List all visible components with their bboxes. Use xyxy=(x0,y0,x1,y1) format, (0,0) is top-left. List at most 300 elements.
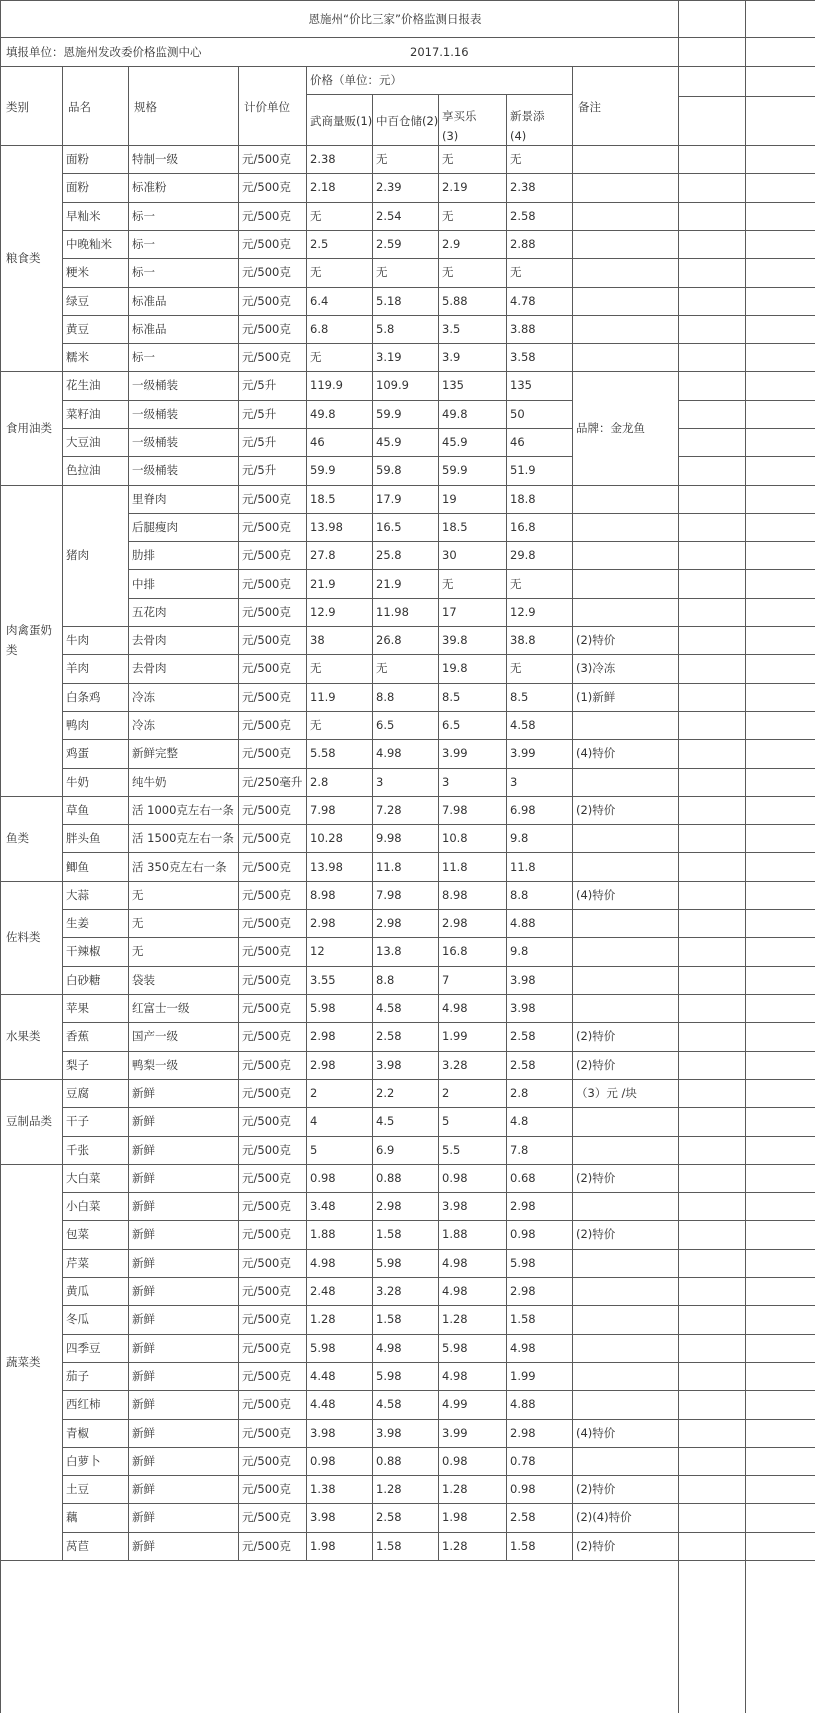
price-cell: 1.88 xyxy=(310,1227,336,1241)
item-unit: 元/500克 xyxy=(242,520,291,534)
price-cell: 6.98 xyxy=(510,803,536,817)
price-cell: 19 xyxy=(442,492,457,506)
grid-line xyxy=(678,824,815,825)
page-title: 恩施州“价比三家”价格监测日报表 xyxy=(308,12,482,26)
remark-cell: 品牌：金龙鱼 xyxy=(576,421,645,435)
grid-line xyxy=(306,485,307,797)
price-cell: 4.5 xyxy=(376,1114,395,1128)
item-unit: 元/500克 xyxy=(242,1341,291,1355)
grid-line xyxy=(62,683,679,684)
price-cell: 3.98 xyxy=(376,1426,402,1440)
grid-line xyxy=(372,796,373,882)
grid-line xyxy=(572,1079,573,1165)
price-cell: 11.98 xyxy=(376,605,409,619)
price-cell: 4.8 xyxy=(510,1114,529,1128)
item-spec: 新鲜完整 xyxy=(132,746,178,760)
grid-line xyxy=(62,1136,679,1137)
price-cell: 30 xyxy=(442,548,457,562)
price-cell: 8.98 xyxy=(442,888,468,902)
price-cell: 4.98 xyxy=(376,1341,402,1355)
grid-line xyxy=(62,1447,679,1448)
price-cell: 2.59 xyxy=(376,237,402,251)
item-name: 白萝卜 xyxy=(66,1454,101,1468)
price-cell: 2.58 xyxy=(376,1029,402,1043)
grid-line xyxy=(678,881,679,995)
price-cell: 2.54 xyxy=(376,209,402,223)
grid-line xyxy=(678,569,815,570)
grid-line xyxy=(506,1164,507,1561)
price-cell: 49.8 xyxy=(442,407,468,421)
item-name: 小白菜 xyxy=(66,1199,101,1213)
price-cell: 10.8 xyxy=(442,831,468,845)
item-name: 草鱼 xyxy=(66,803,89,817)
price-cell: 6.5 xyxy=(376,718,395,732)
price-cell: 17 xyxy=(442,605,457,619)
grid-line xyxy=(62,1079,63,1165)
grid-line xyxy=(678,1079,679,1165)
grid-line xyxy=(62,1305,679,1306)
item-spec: 新鲜 xyxy=(132,1312,155,1326)
price-cell: 无 xyxy=(376,152,388,166)
grid-line xyxy=(62,371,63,486)
price-cell: 1.58 xyxy=(510,1312,536,1326)
item-spec: 去骨肉 xyxy=(132,633,167,647)
price-cell: 18.5 xyxy=(442,520,468,534)
price-cell: 3.98 xyxy=(510,1001,536,1015)
grid-line xyxy=(678,739,815,740)
header-store-4: 新景添 (4) xyxy=(510,109,545,143)
price-cell: 4.98 xyxy=(442,1284,468,1298)
grid-line xyxy=(62,202,679,203)
item-spec: 肋排 xyxy=(132,548,155,562)
price-cell: 0.78 xyxy=(510,1454,536,1468)
price-cell: 3.5 xyxy=(442,322,461,336)
grid-line xyxy=(678,485,679,797)
grid-line xyxy=(678,654,815,655)
item-name: 干辣椒 xyxy=(66,944,101,958)
item-name: 土豆 xyxy=(66,1482,89,1496)
price-cell: 49.8 xyxy=(310,407,336,421)
grid-line xyxy=(678,1220,815,1221)
remark-cell: (3)冷冻 xyxy=(576,661,616,675)
item-spec: 新鲜 xyxy=(132,1256,155,1270)
item-spec: 新鲜 xyxy=(132,1171,155,1185)
price-cell: 0.68 xyxy=(510,1171,536,1185)
price-cell: 3.9 xyxy=(442,350,461,364)
price-cell: 5.98 xyxy=(310,1001,336,1015)
grid-line xyxy=(128,796,129,882)
remark-cell: (2)特价 xyxy=(576,1058,616,1072)
item-name: 大白菜 xyxy=(66,1171,101,1185)
remark-cell: (2)特价 xyxy=(576,803,616,817)
price-cell: 4.58 xyxy=(510,718,536,732)
item-name: 鲫鱼 xyxy=(66,860,89,874)
price-cell: 4.99 xyxy=(442,1397,468,1411)
grid-line xyxy=(128,881,129,995)
grid-line xyxy=(678,1305,815,1306)
remark-cell: (2)(4)特价 xyxy=(576,1510,632,1524)
grid-line xyxy=(62,315,679,316)
item-spec: 国产一级 xyxy=(132,1029,178,1043)
grid-line xyxy=(306,66,307,146)
grid-line xyxy=(0,881,815,882)
grid-line xyxy=(678,1136,815,1137)
price-cell: 3.88 xyxy=(510,322,536,336)
item-unit: 元/500克 xyxy=(242,661,291,675)
price-cell: 5.5 xyxy=(442,1143,461,1157)
grid-line xyxy=(372,994,373,1080)
price-cell: 5.98 xyxy=(376,1369,402,1383)
item-name: 豆腐 xyxy=(66,1086,89,1100)
price-cell: 7.98 xyxy=(376,888,402,902)
grid-line xyxy=(62,1277,679,1278)
grid-line xyxy=(62,1390,679,1391)
item-name: 面粉 xyxy=(66,152,89,166)
grid-line xyxy=(572,1164,573,1561)
category-label: 蔬菜类 xyxy=(6,1355,41,1369)
grid-line xyxy=(62,1362,679,1363)
price-cell: 3 xyxy=(442,775,450,789)
grid-line xyxy=(678,400,815,401)
price-cell: 5.88 xyxy=(442,294,468,308)
grid-line xyxy=(678,1532,815,1533)
price-cell: 6.8 xyxy=(310,322,329,336)
grid-line xyxy=(678,371,679,486)
item-spec: 标准品 xyxy=(132,294,167,308)
grid-line xyxy=(438,1164,439,1561)
price-cell: 16.8 xyxy=(442,944,468,958)
grid-line xyxy=(62,1334,679,1335)
grid-line xyxy=(128,598,679,599)
grid-line xyxy=(678,230,815,231)
price-cell: 3 xyxy=(376,775,384,789)
price-cell: 13.8 xyxy=(376,944,402,958)
item-spec: 五花肉 xyxy=(132,605,167,619)
price-cell: 3.28 xyxy=(442,1058,468,1072)
item-unit: 元/500克 xyxy=(242,1284,291,1298)
grid-line xyxy=(678,66,679,146)
price-cell: 1.99 xyxy=(442,1029,468,1043)
item-spec: 一级桶装 xyxy=(132,463,178,477)
grid-line xyxy=(0,1079,815,1080)
price-cell: 无 xyxy=(510,661,522,675)
item-name: 四季豆 xyxy=(66,1341,101,1355)
price-cell: 8.8 xyxy=(376,690,395,704)
header-store-3: 享买乐 (3) xyxy=(442,109,477,143)
grid-line xyxy=(678,966,815,967)
price-cell: 1.58 xyxy=(376,1227,402,1241)
item-spec: 中排 xyxy=(132,577,155,591)
price-cell: 1.28 xyxy=(310,1312,336,1326)
grid-line xyxy=(128,1079,129,1165)
item-name: 白条鸡 xyxy=(66,690,101,704)
price-cell: 4.88 xyxy=(510,916,536,930)
price-cell: 0.88 xyxy=(376,1454,402,1468)
item-unit: 元/500克 xyxy=(242,152,291,166)
item-unit: 元/500克 xyxy=(242,1510,291,1524)
price-cell: 5.98 xyxy=(310,1341,336,1355)
grid-line xyxy=(572,994,573,1080)
grid-line xyxy=(128,541,679,542)
item-name: 生姜 xyxy=(66,916,89,930)
grid-line xyxy=(62,909,679,910)
item-unit: 元/5升 xyxy=(242,378,277,392)
price-cell: 1.58 xyxy=(376,1312,402,1326)
price-cell: 4.98 xyxy=(442,1001,468,1015)
grid-line xyxy=(62,796,63,882)
price-cell: 1.58 xyxy=(510,1539,536,1553)
item-name: 藕 xyxy=(66,1510,78,1524)
item-unit: 元/500克 xyxy=(242,1426,291,1440)
price-cell: 16.8 xyxy=(510,520,536,534)
price-cell: 11.8 xyxy=(442,860,468,874)
item-unit: 元/500克 xyxy=(242,718,291,732)
price-cell: 18.8 xyxy=(510,492,536,506)
item-unit: 元/5升 xyxy=(242,407,277,421)
grid-line xyxy=(678,1277,815,1278)
grid-line xyxy=(678,1164,679,1561)
category-label: 肉禽蛋奶 类 xyxy=(6,623,52,657)
price-cell: 2.98 xyxy=(510,1426,536,1440)
item-unit: 元/500克 xyxy=(242,209,291,223)
grid-line xyxy=(62,1532,679,1533)
price-cell: 5.98 xyxy=(376,1256,402,1270)
item-spec: 标一 xyxy=(132,209,155,223)
price-cell: 59.9 xyxy=(442,463,468,477)
header-store-1: 武商量贩(1) xyxy=(310,114,373,128)
item-spec: 一级桶装 xyxy=(132,378,178,392)
item-unit: 元/500克 xyxy=(242,1482,291,1496)
item-unit: 元/500克 xyxy=(242,492,291,506)
grid-line xyxy=(62,1107,679,1108)
grid-line xyxy=(678,1334,815,1335)
grid-line xyxy=(62,230,679,231)
item-spec: 鸭梨一级 xyxy=(132,1058,178,1072)
price-cell: 6.9 xyxy=(376,1143,395,1157)
item-spec: 新鲜 xyxy=(132,1114,155,1128)
grid-line xyxy=(678,1249,815,1250)
grid-line xyxy=(128,994,129,1080)
price-cell: 1.99 xyxy=(510,1369,536,1383)
item-name: 菜籽油 xyxy=(66,407,101,421)
price-cell: 2 xyxy=(442,1086,450,1100)
grid-line xyxy=(678,343,815,344)
grid-line xyxy=(438,994,439,1080)
price-cell: 21.9 xyxy=(376,577,402,591)
item-unit: 元/500克 xyxy=(242,944,291,958)
item-unit: 元/500克 xyxy=(242,548,291,562)
grid-line xyxy=(438,1079,439,1165)
price-cell: 2.98 xyxy=(442,916,468,930)
price-cell: 13.98 xyxy=(310,520,343,534)
item-unit: 元/500克 xyxy=(242,350,291,364)
price-cell: 2.98 xyxy=(310,1058,336,1072)
grid-line xyxy=(62,456,573,457)
grid-line xyxy=(62,1022,679,1023)
price-cell: 1.88 xyxy=(442,1227,468,1241)
grid-line xyxy=(62,824,679,825)
price-cell: 2.58 xyxy=(510,1058,536,1072)
grid-line xyxy=(128,513,679,514)
item-unit: 元/500克 xyxy=(242,831,291,845)
grid-line xyxy=(572,66,573,146)
price-cell: 3.28 xyxy=(376,1284,402,1298)
price-cell: 3 xyxy=(510,775,518,789)
item-name: 羊肉 xyxy=(66,661,89,675)
header-remark: 备注 xyxy=(578,100,601,114)
price-cell: 3.55 xyxy=(310,973,336,987)
price-cell: 1.98 xyxy=(310,1539,336,1553)
grid-line xyxy=(678,994,679,1080)
item-unit: 元/500克 xyxy=(242,1227,291,1241)
remark-cell: （3）元 /块 xyxy=(576,1086,637,1100)
item-name: 鸡蛋 xyxy=(66,746,89,760)
price-cell: 38.8 xyxy=(510,633,536,647)
grid-line xyxy=(128,485,129,797)
price-cell: 7 xyxy=(442,973,450,987)
remark-cell: (2)特价 xyxy=(576,1227,616,1241)
item-spec: 活 1500克左右一条 xyxy=(132,831,234,845)
grid-line xyxy=(438,796,439,882)
price-cell: 5 xyxy=(310,1143,318,1157)
category-label: 佐料类 xyxy=(6,930,41,944)
item-unit: 元/500克 xyxy=(242,916,291,930)
item-spec: 一级桶装 xyxy=(132,435,178,449)
grid-line xyxy=(438,485,439,797)
grid-line xyxy=(372,881,373,995)
category-label: 鱼类 xyxy=(6,831,29,845)
grid-line xyxy=(678,258,815,259)
grid-line xyxy=(0,994,815,995)
item-name: 千张 xyxy=(66,1143,89,1157)
grid-line xyxy=(62,287,679,288)
price-cell: 0.98 xyxy=(510,1227,536,1241)
grid-line xyxy=(0,145,815,146)
item-name: 包菜 xyxy=(66,1227,89,1241)
grid-line xyxy=(306,145,307,372)
grid-line xyxy=(128,371,129,486)
price-cell: 8.8 xyxy=(510,888,529,902)
grid-line xyxy=(678,852,815,853)
item-unit: 元/500克 xyxy=(242,888,291,902)
item-name: 鸭肉 xyxy=(66,718,89,732)
grid-line xyxy=(62,994,63,1080)
grid-line xyxy=(62,626,679,627)
price-cell: 11.9 xyxy=(310,690,336,704)
price-cell: 0.98 xyxy=(442,1454,468,1468)
header-price-group: 价格（单位：元） xyxy=(310,73,402,87)
item-spec: 无 xyxy=(132,888,144,902)
grid-line xyxy=(62,145,63,372)
item-name: 糯米 xyxy=(66,350,89,364)
price-cell: 4.98 xyxy=(442,1256,468,1270)
report-date: 2017.1.16 xyxy=(410,45,469,59)
item-name: 香蕉 xyxy=(66,1029,89,1043)
item-name: 冬瓜 xyxy=(66,1312,89,1326)
grid-line xyxy=(238,994,239,1080)
grid-line xyxy=(62,1164,63,1561)
price-cell: 59.9 xyxy=(310,463,336,477)
grid-line xyxy=(438,371,439,486)
price-cell: 2.39 xyxy=(376,180,402,194)
item-unit: 元/500克 xyxy=(242,973,291,987)
price-cell: 3.98 xyxy=(310,1426,336,1440)
item-unit: 元/500克 xyxy=(242,1539,291,1553)
grid-line xyxy=(372,371,373,486)
grid-line xyxy=(306,94,573,95)
grid-line xyxy=(238,796,239,882)
grid-line xyxy=(62,711,679,712)
price-cell: 7.28 xyxy=(376,803,402,817)
price-cell: 5.98 xyxy=(442,1341,468,1355)
price-cell: 2.98 xyxy=(510,1199,536,1213)
grid-line xyxy=(0,0,815,1)
item-name: 黄瓜 xyxy=(66,1284,89,1298)
remark-cell: (2)特价 xyxy=(576,1539,616,1553)
item-spec: 新鲜 xyxy=(132,1086,155,1100)
price-cell: 0.98 xyxy=(510,1482,536,1496)
grid-line xyxy=(62,343,679,344)
price-cell: 无 xyxy=(510,265,522,279)
item-name: 胖头鱼 xyxy=(66,831,101,845)
price-cell: 12.9 xyxy=(510,605,536,619)
item-spec: 新鲜 xyxy=(132,1454,155,1468)
price-cell: 109.9 xyxy=(376,378,409,392)
price-cell: 1.28 xyxy=(376,1482,402,1496)
price-cell: 0.88 xyxy=(376,1171,402,1185)
grid-line xyxy=(678,768,815,769)
price-cell: 46 xyxy=(310,435,325,449)
grid-line xyxy=(62,1249,679,1250)
item-name: 早籼米 xyxy=(66,209,101,223)
grid-line xyxy=(678,683,815,684)
grid-line xyxy=(372,1079,373,1165)
price-cell: 2.58 xyxy=(510,1029,536,1043)
grid-line xyxy=(62,966,679,967)
grid-line xyxy=(0,37,815,38)
reporter-unit: 填报单位：恩施州发改委价格监测中心 xyxy=(6,45,202,59)
grid-line xyxy=(62,400,573,401)
grid-line xyxy=(678,598,815,599)
grid-line xyxy=(438,145,439,372)
price-cell: 无 xyxy=(442,152,454,166)
price-cell: 4.88 xyxy=(510,1397,536,1411)
grid-line xyxy=(238,1079,239,1165)
grid-line xyxy=(678,541,815,542)
item-spec: 无 xyxy=(132,944,144,958)
price-cell: 2.38 xyxy=(310,152,336,166)
price-cell: 无 xyxy=(310,265,322,279)
price-cell: 2.58 xyxy=(510,209,536,223)
item-spec: 特制一级 xyxy=(132,152,178,166)
item-spec: 新鲜 xyxy=(132,1539,155,1553)
price-cell: 4.98 xyxy=(310,1256,336,1270)
item-unit: 元/500克 xyxy=(242,1114,291,1128)
price-cell: 4.98 xyxy=(442,1369,468,1383)
price-cell: 21.9 xyxy=(310,577,336,591)
grid-line xyxy=(62,258,679,259)
item-unit: 元/500克 xyxy=(242,1369,291,1383)
price-cell: 9.8 xyxy=(510,944,529,958)
grid-line xyxy=(438,881,439,995)
item-spec: 一级桶装 xyxy=(132,407,178,421)
remark-cell: (1)新鲜 xyxy=(576,690,616,704)
item-spec: 新鲜 xyxy=(132,1369,155,1383)
item-unit: 元/500克 xyxy=(242,1029,291,1043)
item-spec: 新鲜 xyxy=(132,1284,155,1298)
grid-line xyxy=(238,371,239,486)
item-unit: 元/500克 xyxy=(242,690,291,704)
